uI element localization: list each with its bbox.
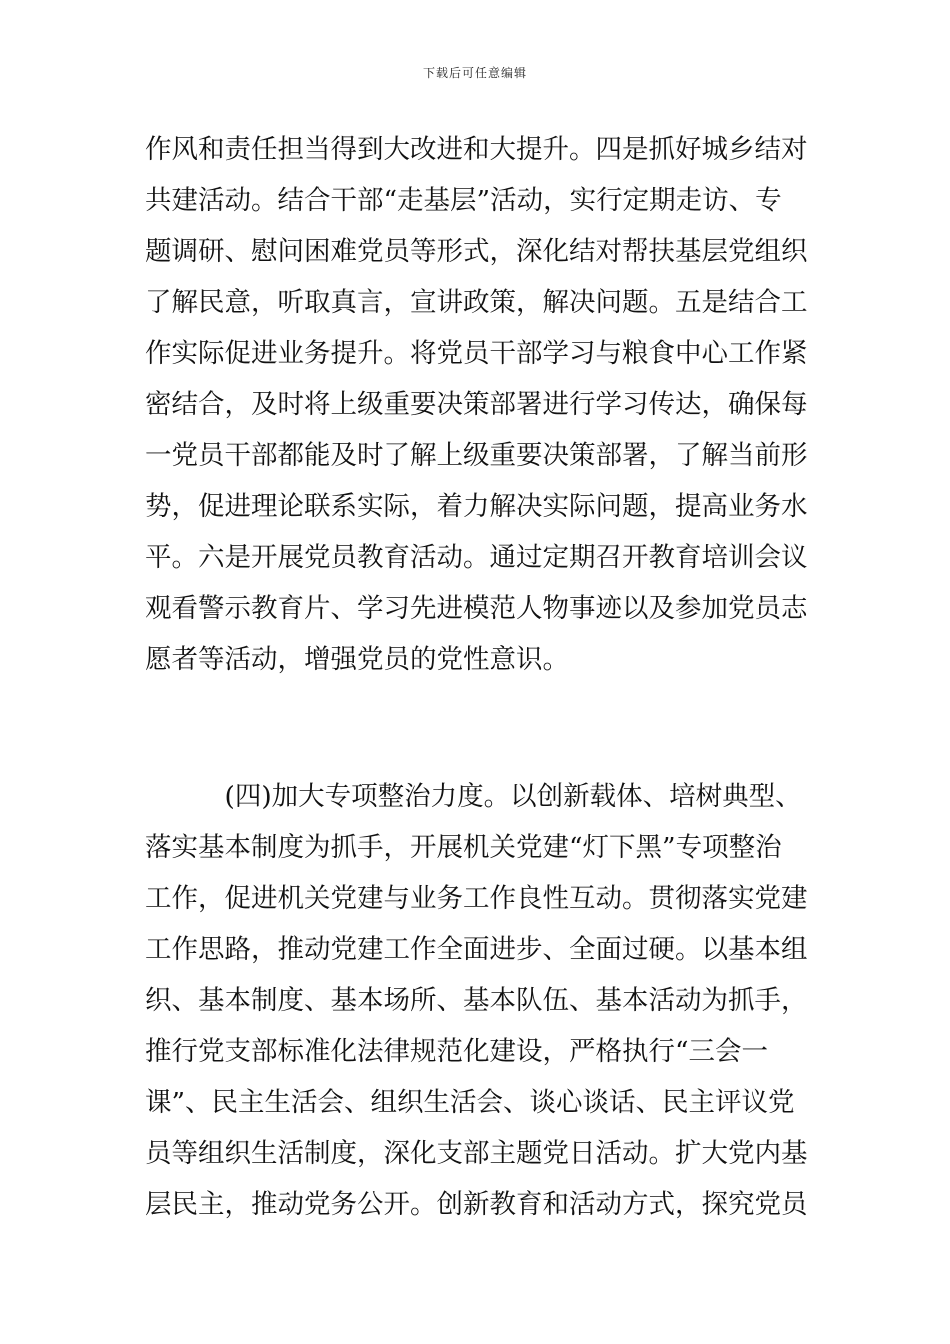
text-line: 工作思路，推动党建工作全面进步、全面过硬。以基本组 [145, 934, 808, 965]
paragraph-2 [145, 771, 808, 1230]
page-header: 下载后可任意编辑 [422, 66, 527, 80]
text-line: 课”、民主生活会、组织生活会、谈心谈话、民主评议党 [145, 1087, 795, 1118]
text-line: 员等组织生活制度，深化支部主题党日活动。扩大党内基 [145, 1138, 808, 1169]
text-line: 愿者等活动，增强党员的党性意识。 [145, 644, 569, 675]
text-line: 层民主，推动党务公开。创新教育和活动方式，探究党员 [145, 1189, 808, 1220]
text-line: 观看警示教育片、学习先进模范人物事迹以及参加党员志 [145, 593, 808, 624]
text-line: 势，促进理论联系实际，着力解决实际问题，提高业务水 [145, 491, 808, 522]
text-line: 题调研、慰问困难党员等形式，深化结对帮扶基层党组织 [145, 236, 808, 267]
paragraph-1 [145, 124, 808, 685]
text-line: 密结合，及时将上级重要决策部署进行学习传达，确保每 [145, 389, 808, 420]
text-line: 平。六是开展党员教育活动。通过定期召开教育培训会议 [145, 542, 808, 573]
text-line: 推行党支部标准化法律规范化建设，严格执行“三会一 [145, 1036, 769, 1067]
text-line: 织、基本制度、基本场所、基本队伍、基本活动为抓手， [145, 985, 808, 1016]
text-line: 共建活动。结合干部“走基层”活动，实行定期走访、专 [145, 185, 782, 216]
text-line: 落实基本制度为抓手，开展机关党建“灯下黑”专项整治 [145, 832, 782, 863]
text-line: 作实际促进业务提升。将党员干部学习与粮食中心工作紧 [145, 338, 808, 369]
text-line: 作风和责任担当得到大改进和大提升。四是抓好城乡结对 [145, 134, 808, 165]
text-line: 一党员干部都能及时了解上级重要决策部署，了解当前形 [145, 440, 808, 471]
text-line: 工作，促进机关党建与业务工作良性互动。贯彻落实党建 [145, 883, 808, 914]
text-line: 了解民意，听取真言，宣讲政策，解决问题。五是结合工 [145, 287, 808, 318]
text-line: (四)加大专项整治力度。以创新载体、培树典型、 [145, 781, 802, 812]
